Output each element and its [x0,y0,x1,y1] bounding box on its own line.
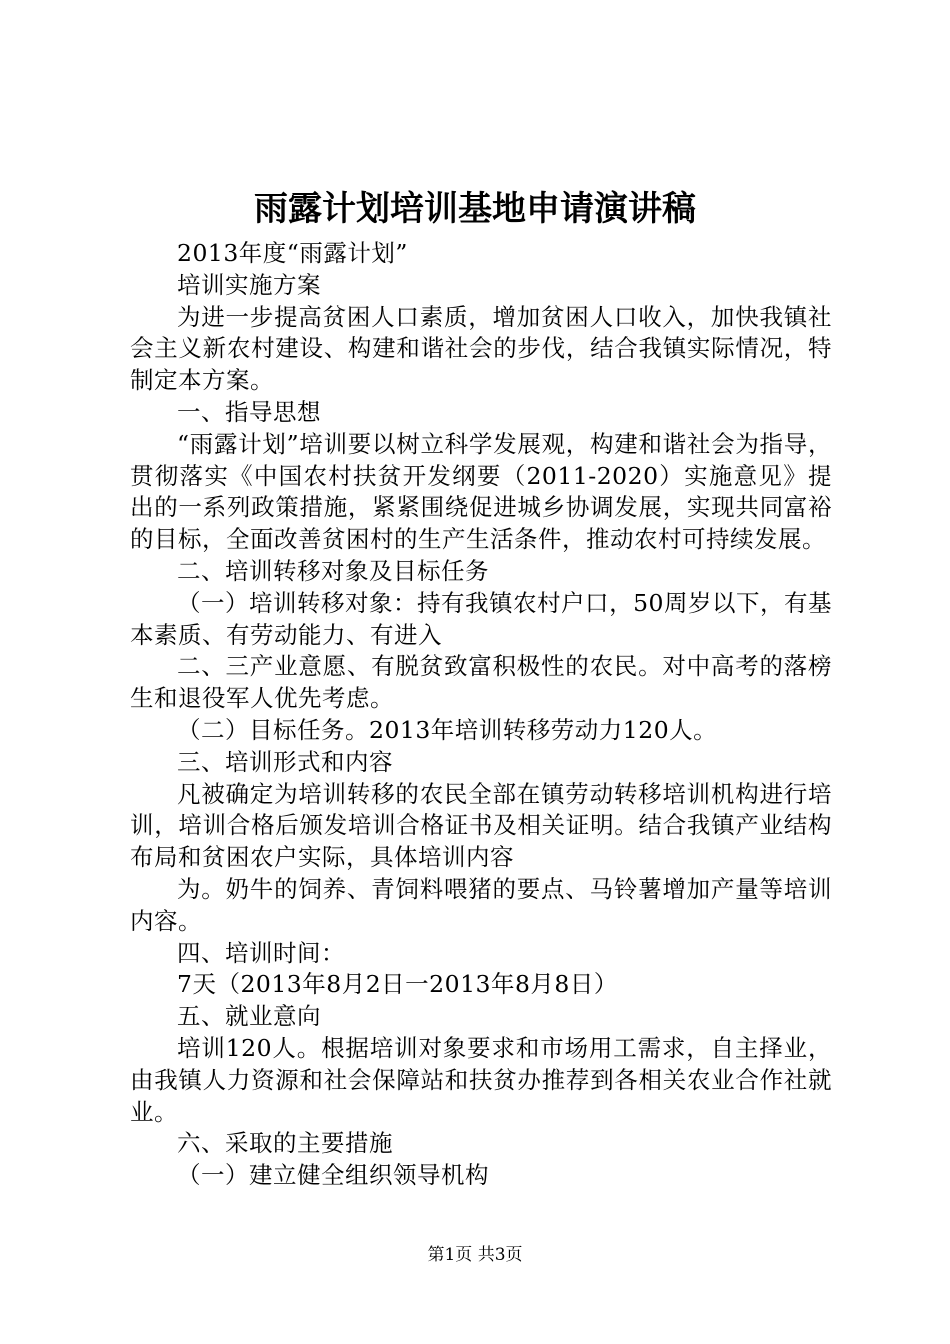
paragraph-targets: （一）培训转移对象：持有我镇农村户口，50周岁以下，有基本素质、有劳动能力、有进入 [130,588,832,649]
paragraph-targets-cont: 二、三产业意愿、有脱贫致富积极性的农民。对中高考的落榜生和退役军人优先考虑。 [130,652,832,713]
paragraph-year-plan: 2013年度“雨露计划” [177,239,408,267]
paragraph-guiding-ideology: “雨露计划”培训要以树立科学发展观，构建和谐社会为指导，贯彻落实《中国农村扶贫开发纲要（2011-2020）实施意见》提出的一系列政策措施，紧紧围绕促进城乡协调发展，实现共同富裕的目标，全面改善贫困村的生产生活条件，推动农村可持续发展。 [130,429,832,554]
paragraph-training-form: 凡被确定为培训转移的农民全部在镇劳动转移培训机构进行培训，培训合格后颁发培训合格证书及相关证明。结合我镇产业结构布局和贫困农户实际，具体培训内容 [130,779,832,872]
paragraph-training-time: 7天（2013年8月2日一2013年8月8日） [177,970,618,999]
heading-employment: 五、就业意向 [177,1002,321,1031]
paragraph-measure-1: （一）建立健全组织领导机构 [177,1161,489,1190]
paragraph-plan-name: 培训实施方案 [177,270,321,299]
heading-targets-and-tasks: 二、培训转移对象及目标任务 [177,556,489,585]
paragraph-intro: 为进一步提高贫困人口素质，增加贫困人口收入，加快我镇社会主义新农村建设、构建和谐社会的步伐，结合我镇实际情况，特制定本方案。 [130,302,832,395]
page-footer: 第1页 共3页 [427,1245,523,1265]
document-body [130,238,832,1192]
heading-training-time: 四、培训时间： [177,938,345,967]
heading-measures: 六、采取的主要措施 [177,1129,393,1158]
paragraph-task-goal: （二）目标任务。2013年培训转移劳动力120人。 [177,715,718,744]
document-title: 雨露计划培训基地申请演讲稿 [254,189,696,229]
paragraph-training-content: 为。奶牛的饲养、青饲料喂猪的要点、马铃薯增加产量等培训内容。 [130,874,832,935]
heading-guiding-ideology: 一、指导思想 [177,397,321,426]
heading-training-form: 三、培训形式和内容 [177,747,393,776]
paragraph-employment: 培训120人。根据培训对象要求和市场用工需求，自主择业，由我镇人力资源和社会保障站和扶贫办推荐到各相关农业合作社就业。 [130,1033,832,1126]
